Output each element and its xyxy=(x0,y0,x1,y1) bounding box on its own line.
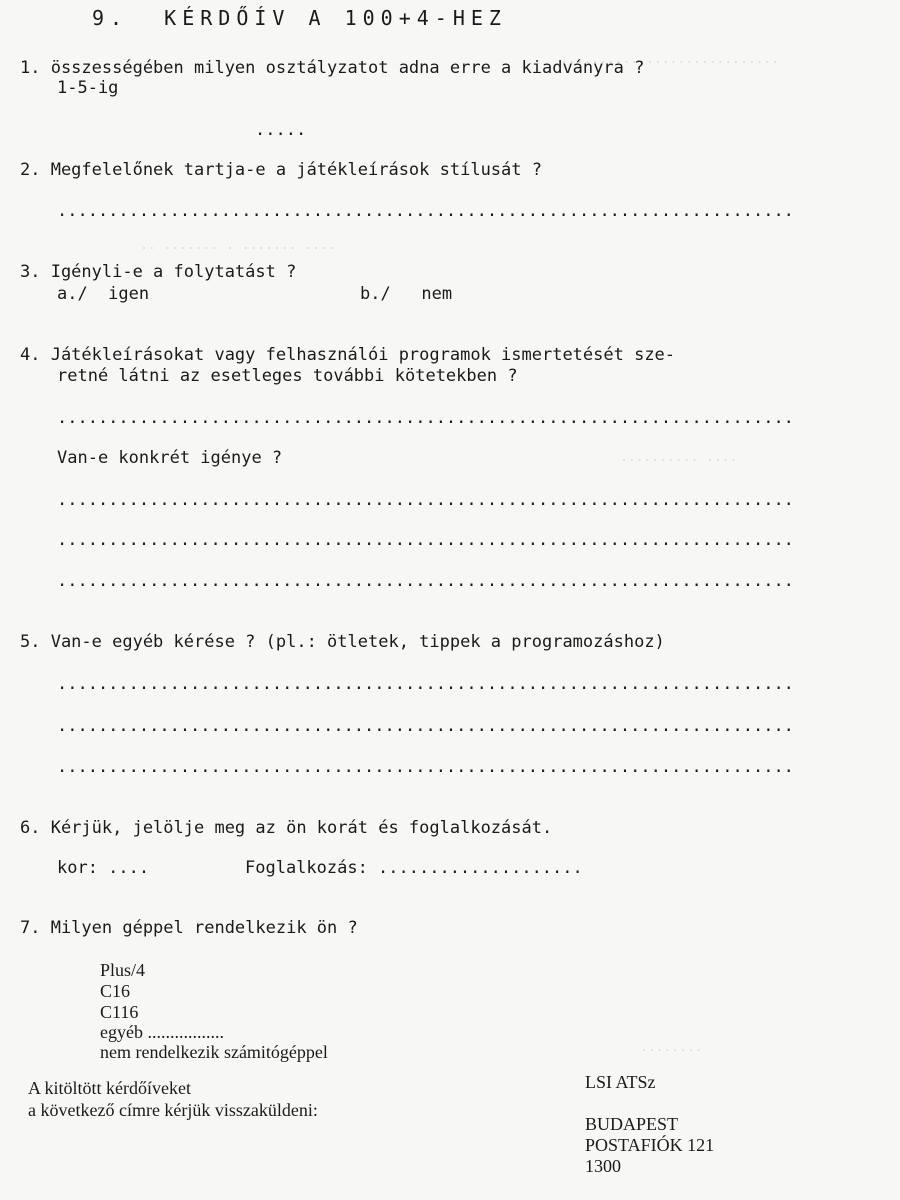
question-1-answer-field[interactable]: ..... xyxy=(255,120,307,140)
return-instruction-line-2: a következő címre kérjük visszaküldeni: xyxy=(28,1100,318,1120)
question-4-sub-answer-line[interactable]: ........................................................................ xyxy=(57,490,794,510)
page-title: 9. KÉRDŐÍV A 100+4-HEZ xyxy=(92,6,507,30)
question-3: 3. Igényli-e a folytatást ? xyxy=(20,262,297,282)
question-4-line-2: retné látni az esetleges további kötetekben ? xyxy=(57,366,518,386)
machine-option-c16[interactable]: C16 xyxy=(100,981,131,1001)
question-3-option-a[interactable]: a./ igen xyxy=(57,284,150,304)
question-4-sub-answer-line[interactable]: ........................................................................ xyxy=(57,530,794,550)
question-4-answer-line[interactable]: ........................................................................ xyxy=(57,408,794,428)
question-1: 1. összességében milyen osztályzatot adna erre a kiadványra ? xyxy=(20,58,645,78)
machine-option-c116[interactable]: C116 xyxy=(100,1002,139,1022)
show-through-text: ........ xyxy=(640,1040,703,1055)
machine-option-plus4[interactable]: Plus/4 xyxy=(100,960,146,980)
question-7: 7. Milyen géppel rendelkezik ön ? xyxy=(20,918,358,938)
show-through-text: .. ....... . ....... .... xyxy=(140,238,336,253)
question-5-answer-line[interactable]: ........................................................................ xyxy=(57,674,794,694)
question-2-answer-line[interactable]: ........................................................................ xyxy=(57,201,794,221)
address-pobox: POSTAFIÓK 121 xyxy=(585,1135,715,1155)
question-5-answer-line[interactable]: ........................................................................ xyxy=(57,716,794,736)
question-2: 2. Megfelelőnek tartja-e a játékleírások stílusát ? xyxy=(20,160,542,180)
question-4-sub-question: Van-e konkrét igénye ? xyxy=(57,448,283,468)
question-6: 6. Kérjük, jelölje meg az ön korát és foglalkozását. xyxy=(20,818,553,838)
show-through-text: .......... .... xyxy=(620,450,738,465)
machine-option-none[interactable]: nem rendelkezik számitógéppel xyxy=(100,1042,328,1062)
machine-option-other[interactable]: egyéb ................. xyxy=(100,1022,224,1042)
show-through-text: ............................ xyxy=(560,52,780,67)
question-3-option-b[interactable]: b./ nem xyxy=(360,284,453,304)
address-organization: LSI ATSz xyxy=(585,1072,656,1092)
occupation-field[interactable]: Foglalkozás: .................... xyxy=(245,858,583,878)
question-1-scale: 1-5-ig xyxy=(57,78,119,98)
return-instruction-line-1: A kitöltött kérdőíveket xyxy=(28,1078,191,1098)
question-4-line-1: 4. Játékleírásokat vagy felhasználói programok ismertetését sze- xyxy=(20,345,676,365)
question-5: 5. Van-e egyéb kérése ? (pl.: ötletek, tippek a programozáshoz) xyxy=(20,632,665,652)
question-4-sub-answer-line[interactable]: ........................................................................ xyxy=(57,571,794,591)
age-field[interactable]: kor: .... xyxy=(57,858,150,878)
address-city: BUDAPEST xyxy=(585,1114,679,1134)
address-zip: 1300 xyxy=(585,1156,621,1176)
question-5-answer-line[interactable]: ........................................................................ xyxy=(57,757,794,777)
